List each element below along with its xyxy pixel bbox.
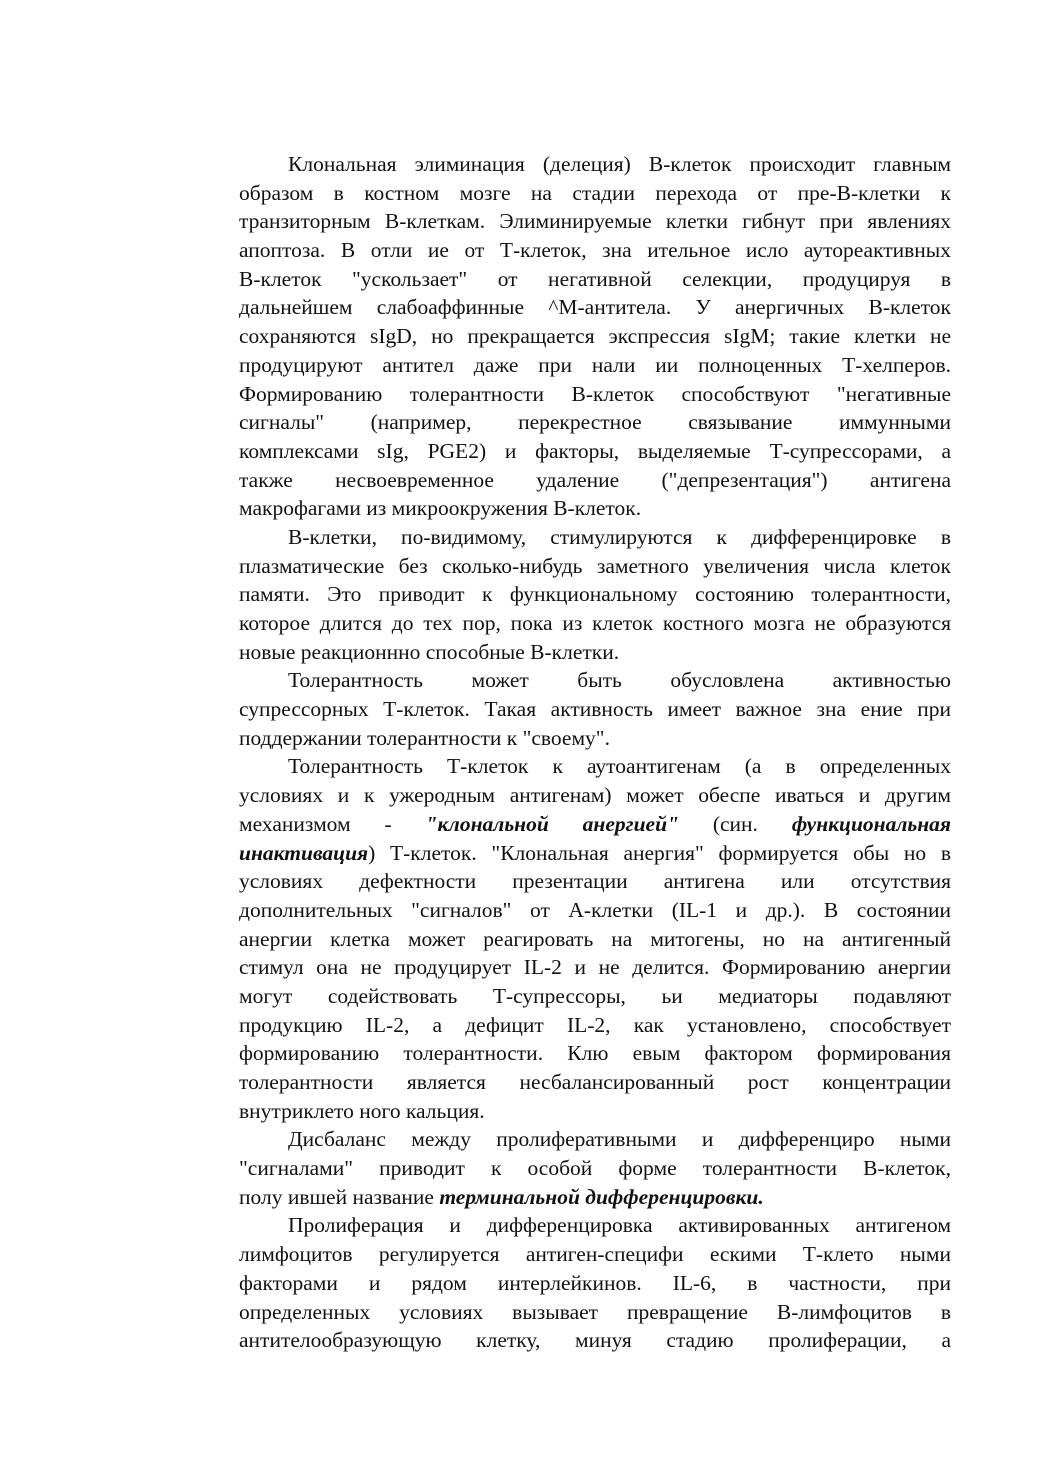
text-line: Формированию толерантности В-клеток способствуют "негативные bbox=[239, 381, 951, 406]
text-line: определенных условиях вызывает превращение В-лимфоцитов в bbox=[239, 1299, 951, 1324]
text-line: макрофагами из микроокружения В-клеток. bbox=[239, 496, 642, 521]
text-line: продуцируют антител даже при нали ии полноценных Т-хелперов. bbox=[239, 352, 951, 377]
text-line: внутриклето ного кальция. bbox=[239, 1098, 485, 1123]
text-line: супрессорных Т-клеток. Такая активность имеет важное зна ение при bbox=[239, 697, 951, 722]
text-line: Толерантность Т-клеток к аутоантигенам (а в определенных bbox=[288, 754, 951, 779]
text-line: антителообразующую клетку, минуя стадию пролиферации, а bbox=[239, 1328, 951, 1353]
text-line bbox=[190, 1183, 951, 1212]
text-line: которое длится до тех пор, пока из клеток костного мозга не образуются bbox=[239, 611, 951, 635]
text-line: В-клетки, по-видимому, стимулируются к дифференцировке в bbox=[288, 524, 951, 549]
text-run: механизмом - bbox=[239, 811, 426, 836]
text-line: могут содействовать Т-супрессоры, ьи медиаторы подавляют bbox=[239, 983, 951, 1008]
text-line: сигналы" (например, перекрестное связывание иммунными bbox=[239, 410, 951, 435]
text-line: сохраняются sIgD, но прекращается экспрессия sIgM; такие клетки не bbox=[239, 324, 951, 349]
text-line: толерантности является несбалансированный рост концентрации bbox=[239, 1070, 951, 1094]
text-line: Дисбаланс между пролиферативными и дифференциро ными bbox=[288, 1127, 951, 1152]
text-run: ) Т-клеток. "Клональная анергия" формируется обы но в bbox=[368, 840, 951, 865]
text-line: формированию толерантности. Клю евым фактором формирования bbox=[239, 1041, 951, 1066]
paragraph-3 bbox=[190, 666, 951, 752]
text-line: лимфоцитов регулируется антиген-специфи ескими Т-клето ными bbox=[239, 1242, 951, 1267]
text-line: дальнейшем слабоаффинные ^М-антитела. У анергичных В-клеток bbox=[239, 295, 951, 320]
text-line: стимул она не продуцирует IL-2 и не делится. Формированию анергии bbox=[239, 955, 951, 980]
text-line: анергии клетка может реагировать на митогены, но на антигенный bbox=[239, 926, 951, 951]
paragraph-6 bbox=[190, 1211, 951, 1354]
text-run: (син. bbox=[678, 811, 792, 836]
text-line: поддержании толерантности к "своему". bbox=[239, 725, 610, 750]
text-run: полу ившей название bbox=[239, 1184, 440, 1209]
emphasis-terminal-differentiation: терминальной дифференцировки. bbox=[439, 1184, 764, 1209]
text-line: плазматические без сколько-нибудь заметного увеличения числа клеток bbox=[239, 553, 951, 578]
text-line: Клональная элиминация (делеция) В-клеток происходит главным bbox=[288, 152, 951, 176]
text-line bbox=[190, 810, 951, 839]
text-line: также несвоевременное удаление ("депрезентация") антигена bbox=[239, 467, 951, 492]
text-line: условиях и к ужеродным антигенам) может обеспе иваться и другим bbox=[239, 783, 951, 808]
text-line: Толерантность может быть обусловлена активностью bbox=[288, 668, 951, 693]
text-line: условиях дефектности презентации антигена или отсутствия bbox=[239, 869, 951, 894]
text-line: продукцию IL-2, а дефицит IL-2, как установлено, способствует bbox=[239, 1012, 951, 1037]
text-line: дополнительных "сигналов" от А-клетки (IL-1 и др.). В состоянии bbox=[239, 897, 951, 922]
text-line: факторами и рядом интерлейкинов. IL-6, в частности, при bbox=[239, 1270, 951, 1295]
text-line bbox=[190, 839, 951, 868]
text-line: транзиторным В-клеткам. Элиминируемые клетки гибнут при явлениях bbox=[239, 209, 951, 234]
paragraph-2 bbox=[190, 523, 951, 666]
document-page bbox=[190, 150, 951, 1355]
text-line: "сигналами" приводит к особой форме толерантности В-клеток, bbox=[239, 1156, 951, 1181]
text-line: образом в костном мозге на стадии перехода от пре-В-клетки к bbox=[239, 180, 951, 205]
text-line: памяти. Это приводит к функциональному состоянию толерантности, bbox=[239, 582, 951, 607]
emphasis-inactivation: инактивация bbox=[239, 840, 369, 865]
text-line: апоптоза. В отли ие от Т-клеток, зна ительное исло аутореактивных bbox=[239, 238, 951, 263]
text-line: В-клеток "ускользает" от негативной селекции, продуцируя в bbox=[239, 266, 951, 291]
paragraph-4 bbox=[190, 752, 951, 1125]
paragraph-1 bbox=[190, 150, 951, 523]
text-line: комплексами sIg, PGE2) и факторы, выделяемые Т-супрессорами, а bbox=[239, 438, 951, 463]
text-line: Пролиферация и дифференцировка активированных антигеном bbox=[288, 1213, 951, 1238]
text-line: новые реакционнно способные В-клетки. bbox=[239, 639, 620, 664]
emphasis-functional: функциональная bbox=[791, 811, 951, 836]
emphasis-clonal-anergy: "клональной анергией" bbox=[425, 811, 679, 836]
paragraph-5 bbox=[190, 1125, 951, 1211]
